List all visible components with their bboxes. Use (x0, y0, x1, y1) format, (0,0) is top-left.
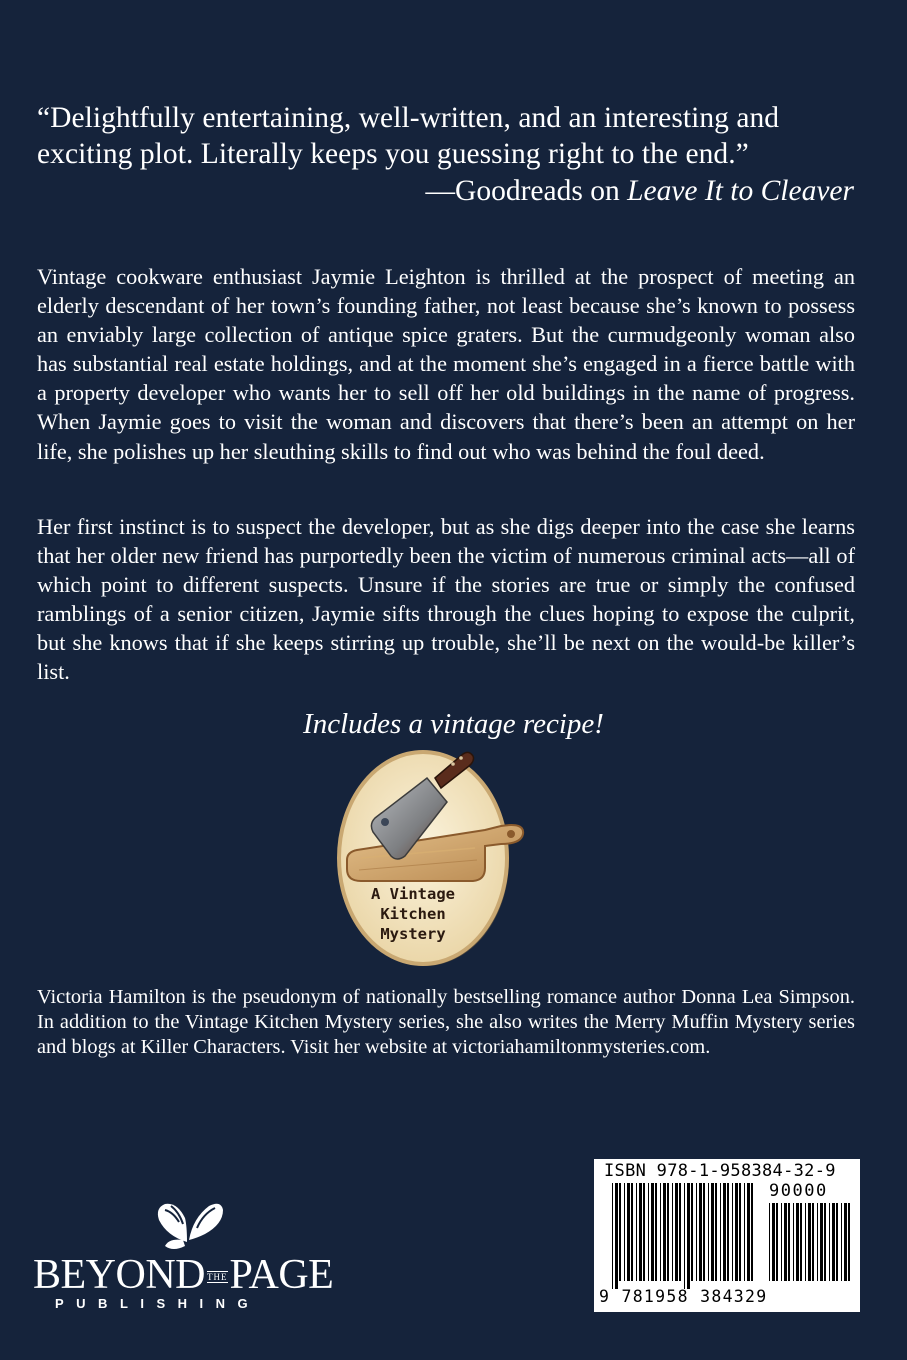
barcode-bar (619, 1183, 621, 1281)
barcode-bar (631, 1183, 633, 1281)
barcode-bar (720, 1183, 721, 1281)
series-logo-line-2: Kitchen (380, 905, 446, 923)
barcode-bar (711, 1183, 714, 1281)
barcode-bar (703, 1183, 705, 1281)
barcode-bar (817, 1203, 818, 1281)
publisher-name (33, 1252, 343, 1298)
price-code: 90000 (769, 1181, 828, 1201)
barcode-bar (679, 1183, 681, 1281)
barcode-bar (793, 1203, 794, 1281)
barcode-bar (663, 1183, 666, 1281)
ean-number: 9 781958 384329 (599, 1287, 768, 1306)
tagline: Includes a vintage recipe! (303, 708, 604, 740)
barcode-bar (648, 1183, 649, 1281)
barcode-bar (627, 1183, 630, 1281)
barcode-bar (699, 1183, 702, 1281)
barcode-bar (744, 1183, 745, 1281)
publisher-name-left: BEYOND (33, 1252, 205, 1298)
review-work-title: Leave It to Cleaver (627, 175, 854, 207)
isbn-text: ISBN 978-1-958384-32-9 (604, 1161, 836, 1181)
barcode-bar (820, 1203, 823, 1281)
barcode-bar (639, 1183, 642, 1281)
barcode-bar (651, 1183, 654, 1281)
barcode-bar (781, 1203, 782, 1281)
barcode-bar (800, 1203, 802, 1281)
barcode-bar (735, 1183, 738, 1281)
barcode-bar (848, 1203, 850, 1281)
synopsis-paragraph-1: Vintage cookware enthusiast Jaymie Leighton is thrilled at the prospect of meeting an elderly descendant of her town’s founding father, not least because she’s known to possess an enviably large collection of antique spice graters. But the curmudgeonly woman also has substantial real estate holdings, and at the moment she’s engaged in a fierce battle with a property developer who wants her to sell off her old buildings in the name of progress. When Jaymie goes to visit the woman and discovers that there’s been an attempt on her life, she polishes up her sleuthing skills to find out who was behind the foul deed. (37, 264, 855, 464)
author-bio: Victoria Hamilton is the pseudonym of nationally bestselling romance author Donna Lea Simpson. In addition to the Vintage Kitchen Mystery series, she also writes the Merry Muffin Mystery series and blogs at Killer Characters. Visit her website at victoriahamiltonmysteries.com. (37, 986, 855, 1058)
barcode-bar (788, 1203, 790, 1281)
barcode-bar (612, 1183, 613, 1289)
ean-barcode-bars (612, 1183, 757, 1289)
barcode-bar (696, 1183, 697, 1281)
barcode-bar (751, 1183, 753, 1281)
barcode-bar (708, 1183, 709, 1281)
barcode-bar (796, 1203, 799, 1281)
barcode-bar (805, 1203, 806, 1281)
barcode-bar (808, 1203, 811, 1281)
review-attribution (426, 173, 854, 209)
barcode-bar (624, 1183, 625, 1281)
barcode-bar (667, 1183, 669, 1281)
publisher-subtitle: PUBLISHING (55, 1296, 261, 1311)
barcode-bar (672, 1183, 673, 1281)
barcode-bar (739, 1183, 741, 1281)
barcode-bar (776, 1203, 778, 1281)
barcode-bar (747, 1183, 750, 1281)
barcode-bar (732, 1183, 733, 1281)
publisher-name-the: THE (207, 1272, 228, 1282)
barcode-bar (824, 1203, 826, 1281)
butterfly-icon (151, 1196, 227, 1254)
barcode-bar (812, 1203, 814, 1281)
barcode-bar (715, 1183, 717, 1281)
barcode-bar (643, 1183, 645, 1281)
review-source: —Goodreads on (425, 175, 628, 207)
barcode-bar (829, 1203, 830, 1281)
barcode-bar (844, 1203, 847, 1281)
addon-barcode-bars (769, 1203, 851, 1289)
series-logo-line-1: A Vintage (371, 885, 455, 903)
barcode-bar (691, 1183, 693, 1281)
barcode-bar (772, 1203, 775, 1281)
barcode (594, 1159, 860, 1312)
barcode-bar (687, 1183, 690, 1289)
publisher-logo (33, 1196, 343, 1316)
barcode-bar (636, 1183, 637, 1281)
barcode-bar (836, 1203, 838, 1281)
series-logo-line-3: Mystery (380, 925, 446, 943)
synopsis-paragraph-2: Her first instinct is to suspect the developer, but as she digs deeper into the case she learns that her older new friend has purportedly been the victim of numerous criminal acts—all of which point to different suspects. Unsure if the stories are true or simply the confused ramblings of a senior citizen, Jaymie sifts through the clues hoping to expose the culprit, but she knows that if she keeps stirring up trouble, she’ll be next on the would-be killer’s list. (37, 514, 855, 685)
barcode-bar (675, 1183, 678, 1281)
barcode-bar (769, 1203, 770, 1281)
barcode-bar (660, 1183, 661, 1281)
barcode-bar (684, 1183, 685, 1289)
barcode-bar (727, 1183, 729, 1281)
review-quote: “Delightfully entertaining, well-written, and an interesting and exciting plot. Literally keeps you guessing right to the end.” (37, 102, 780, 170)
barcode-bar (723, 1183, 726, 1281)
publisher-name-right: PAGE (229, 1252, 334, 1298)
barcode-bar (615, 1183, 618, 1289)
barcode-bar (841, 1203, 842, 1281)
barcode-bar (655, 1183, 657, 1281)
series-logo-caption (343, 884, 483, 944)
barcode-bar (832, 1203, 835, 1281)
barcode-bar (784, 1203, 787, 1281)
